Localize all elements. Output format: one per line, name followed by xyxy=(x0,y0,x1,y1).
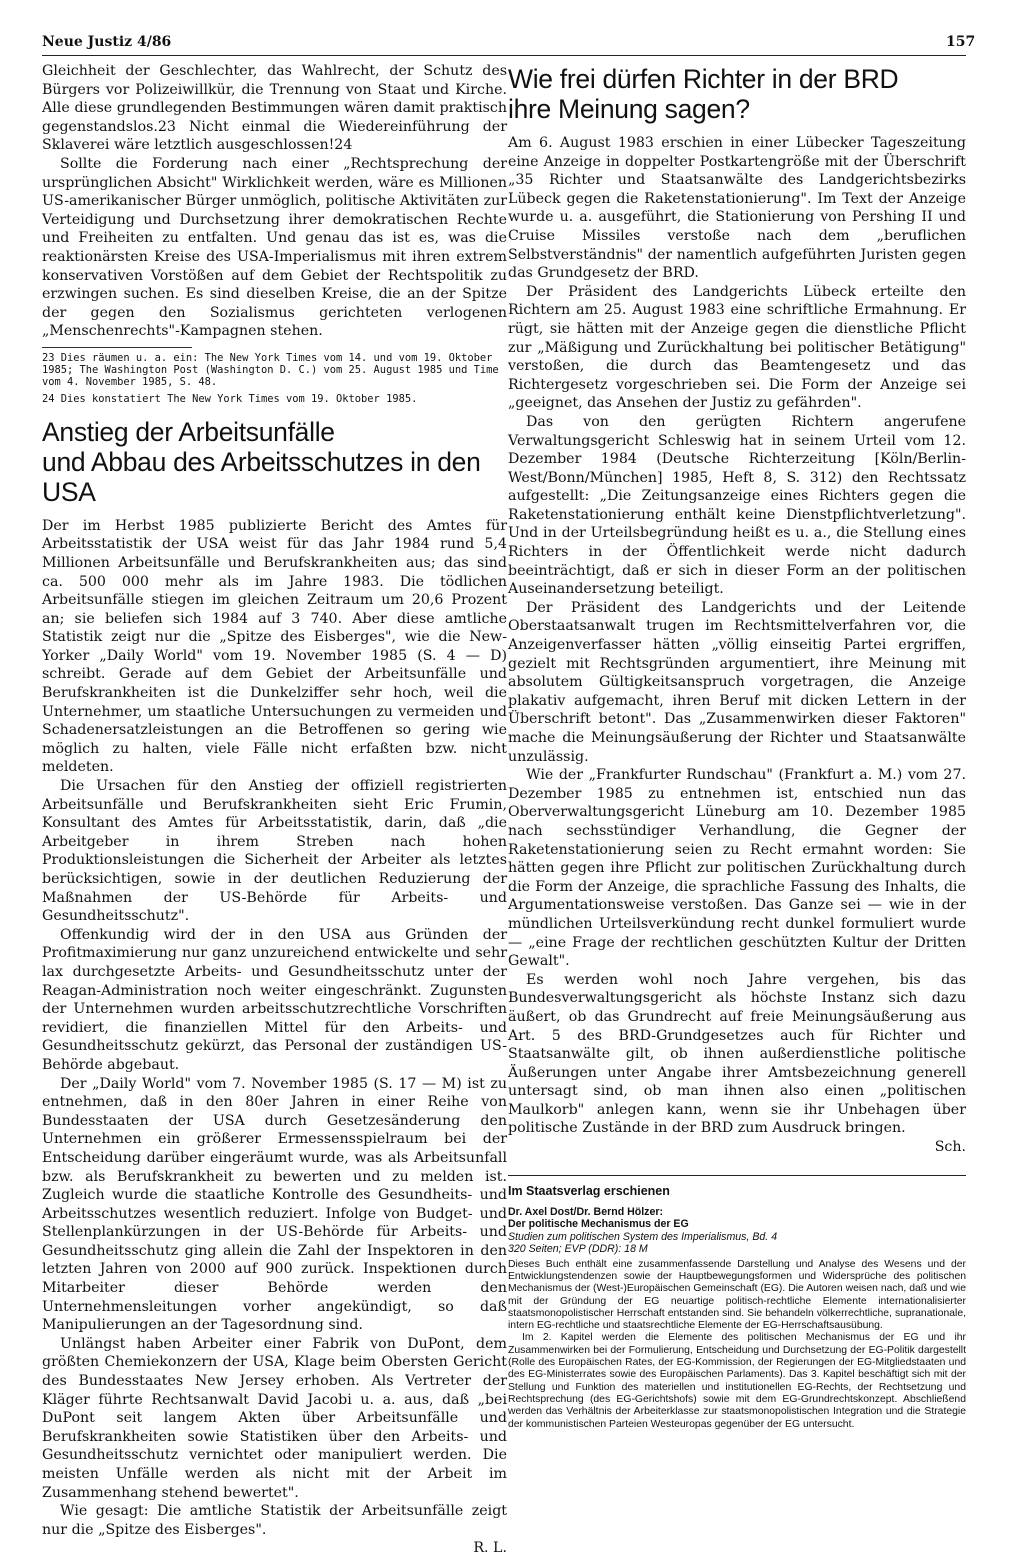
article-paragraph: Der „Daily World" vom 7. November 1985 (S. 17 — M) ist zu entnehmen, daß in den 80er Jahren in einer Reihe von Bundesstaaten der USA durch Gesetzesänderung den Unternehmen ein größerer Ermessensspielraum bei der Entscheidung darüber eingeräumt wurde, was als Arbeitsunfall bzw. als Berufskrankheit zu bewerten und zu melden ist. Zugleich wurde die staatliche Kontrolle des Gesundheits- und Arbeitsschutzes wesentlich reduziert. Infolge von Budget- und Stellenplankürzungen in der US-Behörde für Arbeits- und Gesundheitsschutz ging allein die Zahl der Inspektoren in den letzten Jahren von 2000 auf 900 zurück. Inspektionen durch Mitarbeiter dieser Behörde werden den Unternehmensleitungen vorher angekündigt, so daß Manipulierungen an der Tagesordnung sind. xyxy=(42,1075,507,1334)
article-paragraph: Die Ursachen für den Anstieg der offiziell registrierten Arbeitsunfälle und Berufskrankheiten sieht Eric Frumin, Konsultant des Amtes für Arbeitsstatistik, darin, daß „die Arbeitgeber in ihrem Streben nach hohen Produktionsleistungen die Sicherheit der Arbeiter als letztes berücksichtigen, sowie in der deutlichen Reduzierung der Maßnahmen der US-Behörde für Arbeits- und Gesundheitsschutz". xyxy=(42,778,507,925)
signature-row xyxy=(42,1539,507,1558)
article-paragraph: Offenkundig wird der in den USA aus Gründen der Profitmaximierung nur ganz unzureichend entwickelte und sehr lax durchgesetzte Arbeits- und Gesundheitsschutz unter der Reagan-Administration noch weiter eingeschränkt. Zugunsten der Unternehmen wurden arbeitsschutzrechtliche Vorschriften revidiert, die finanziellen Mittel für den Arbeits- und Gesundheitsschutz gekürzt, das Personal der zuständigen US-Behörde abgebaut. xyxy=(42,926,507,1073)
footnote: 23 Dies räumen u. a. ein: The New York Times vom 14. und vom 19. Oktober 1985; The Washington Post (Washington D. C.) vom 25. August 1985 und Time vom 4. November 1985, S. 48. xyxy=(42,351,499,389)
page-number: 157 xyxy=(946,34,976,50)
intro-paragraph: Gleichheit der Geschlechter, das Wahlrecht, der Schutz des Bürgers vor Polizeiwillkür, die Trennung von Staat und Kirche. Alle diese grundlegenden Bestimmungen wären damit praktisch gegenstandslos.23 Nicht einmal die Wiedereinführung der Sklaverei wäre letztlich ausgeschlossen!24 xyxy=(42,63,507,154)
signature-row xyxy=(508,1138,966,1157)
author-signature: Sch. xyxy=(934,1139,966,1156)
article-closing: Es werden wohl noch Jahre vergehen, bis das Bundesverwaltungsgericht als höchste Instanz sich dazu äußert, ob das Grundrecht auf freie Meinungsäußerung aus Art. 5 des BRD-Grundgesetzes auch für Richter und Staatsanwälte gilt, ob ihnen außerdienstliche politische Äußerungen unter Angabe ihrer Amtsbezeichnung generell untersagt sind, ob man ihnen also einen „politischen Maulkorb" anlegen kann, wenn sie ihr Unbehagen über politische Zustände in der BRD zum Ausdruck bringen. xyxy=(508,971,966,1137)
article-paragraph: Der Präsident des Landgerichts und der Leitende Oberstaatsanwalt trugen im Rechtsmittelverfahren vor, die Anzeigenverfasser hätten „völlig einseitig Partei ergriffen, gezielt mit Rechtsgründen argumentiert, ihre Meinung mit absolutem Gültigkeitsanspruch vorgetragen, die Anzeige plakativ aufgemacht, ihren Beruf mit dicken Lettern in der Überschrift betont". Das „Zusammenwirken dieser Faktoren" mache die Meinungsäußerung der Richter und Staatsanwälte unzulässig. xyxy=(508,599,966,765)
author-signature: R. L. xyxy=(473,1540,507,1557)
article-paragraph: Das von den gerügten Richtern angerufene Verwaltungsgericht Schleswig hat in seinem Urteil vom 12. Dezember 1984 (Deutsche Richterzeitung [Köln/Berlin-West/Bonn/München] 1985, Heft 8, S. 312) den Rechtssatz aufgestellt: „Die Zeitungsanzeige eines Richters gegen die Raketenstationierung enthält keine Dienstpflichtverletzung". Und in der Urteilsbegründung heißt es u. a., die Stellung eines Richters in der Öffentlichkeit werde nicht dadurch beeinträchtigt, daß er sich in dieser Form an der politischen Auseinandersetzung beteiligt. xyxy=(508,413,966,598)
article-paragraph: Am 6. August 1983 erschien in einer Lübecker Tageszeitung eine Anzeige in doppelter Postkartengröße mit der Überschrift „35 Richter und Staatsanwälte des Landgerichtsbezirks Lübeck gegen die Raketenstationierung". Im Text der Anzeige wurde u. a. ausgeführt, die Stationierung von Pershing II und Cruise Missiles verstoße nach dem „beruflichen Selbstverständnis" der namentlich aufgeführten Juristen gegen das Grundgesetz der BRD. xyxy=(508,135,966,282)
article-paragraph: Der im Herbst 1985 publizierte Bericht des Amtes für Arbeitsstatistik der USA weist für das Jahr 1984 rund 5,4 Millionen Arbeitsunfälle und Berufskrankheiten aus; das sind ca. 500 000 mehr als im Jahre 1983. Die tödlichen Arbeitsunfälle stiegen im gleichen Zeitraum um 20,6 Prozent an; sie beliefen sich 1984 auf 3 740. Aber diese amtliche Statistik zeigt nur die „Spitze des Eisberges", wie die New-Yorker „Daily World" vom 19. November 1985 (S. 4 — D) schreibt. Gerade auf dem Gebiet der Arbeitsunfälle und Berufskrankheiten ist die Dunkelziffer sehr hoch, weil die Unternehmer, um staatliche Untersuchungen zu vermeiden und Schadenersatzleistungen an die Betroffenen so gering wie möglich zu halten, viele Fälle nicht erfaßten bzw. nicht meldeten. xyxy=(42,517,507,776)
article-title-line: ihre Meinung sagen? xyxy=(508,94,750,124)
article-title-judges xyxy=(508,64,966,124)
footnote: 24 Dies konstatiert The New York Times vom 19. Oktober 1985. xyxy=(42,392,418,405)
article-title-workplace-safety xyxy=(42,417,507,507)
article-paragraph: Unlängst haben Arbeiter einer Fabrik von DuPont, dem größten Chemiekonzern der USA, Klage beim Obersten Gericht des Bundesstaates New Jersey erhoben. Als Vertreter der Kläger führte Rechtsanwalt David Jacobi u. a. aus, daß „bei DuPont seit langem Akten über Arbeitsunfälle und Berufskrankheiten sowie Statistiken über den Arbeits- und Gesundheitsschutz vernichtet oder manipuliert werden. Die meisten Unfälle werden als nicht mit der Arbeit im Zusammenhang stehend bewertet". xyxy=(42,1335,507,1501)
header-rule xyxy=(42,55,966,56)
publication-description: Dieses Buch enthält eine zusammenfassende Darstellung und Analyse des Wesens und der Entwicklungstendenzen sowie der Hauptbewegungsformen und Widersprüche des politischen Mechanismus der (West-)Europäischen Gemeinschaft (EG). Die Autoren weisen nach, daß und wie mit der Gründung der EG neuartige politisch-rechtliche Elemente internationalisierter staatsmonopolistischer Herrschaft entstanden sind. Sie behandeln völkerrechtliche, supranationale, intern EG-rechtliche und staatsrechtliche Elemente der EG-Herrschaftsausübung. xyxy=(508,1258,966,1332)
publication-authors: Dr. Axel Dost/Dr. Bernd Hölzer: xyxy=(508,1205,664,1218)
publication-series-line: Studien zum politischen System des Imperialismus, Bd. 4 xyxy=(508,1230,778,1243)
journal-name: Neue Justiz 4/86 xyxy=(42,34,172,50)
intro-paragraph: Sollte die Forderung nach einer „Rechtsprechung der ursprünglichen Absicht" Wirklichkeit werden, wäre es Millionen US-amerikanischer Bürger unmöglich, politische Aktivitäten zur Verteidigung und Durchsetzung ihrer demokratischen Rechte und Freiheiten zu entfalten. Und genau das ist es, was die reaktionärsten Kreise des USA-Imperialismus mit ihren extrem konservativen Vorstößen auf dem Gebiet der Rechtspolitik zu erzwingen suchen. Es sind dieselben Kreise, die an der Spitze der gegen den Sozialismus gerichteten verlogenen „Menschenrechts"-Kampagnen stehen. xyxy=(42,155,507,340)
article-title-line: Anstieg der Arbeitsunfälle xyxy=(42,416,335,447)
article-paragraph: Der Präsident des Landgerichts Lübeck erteilte den Richtern am 25. August 1983 eine schriftliche Ermahnung. Er rügt, sie hätten mit der Anzeige gegen die dienstliche Pflicht zur „Mäßigung und Zurückhaltung bei politischer Betätigung" verstoßen, die durch das Beamtengesetz und das Richtergesetz vorgeschrieben sei. Die Form der Anzeige sei „geeignet, das Ansehen der Justiz zu gefährden". xyxy=(508,283,966,412)
article-title-line: und Abbau des Arbeitsschutzes in den USA xyxy=(42,446,481,507)
publication-description: Im 2. Kapitel werden die Elemente des politischen Mechanismus der EG und ihr Zusammenwirken bei der Formulierung, Entscheidung und Durchsetzung der EG-Politik dargestellt (Rolle des Europäischen Rates, der EG-Kommission, der Regierungen der EG-Mitgliedstaaten und des EG-Ministerrates sowie des Europäischen Parlaments). Das 3. Kapitel beschäftigt sich mit der Stellung und Funktion des materiellen und institutionellen EG-Rechts, der Rechtsetzung und Rechtsprechung (des EG-Gerichtshofs) sowie mit dem EG-Grundrechtskonzept. Abschließend werden das Verhältnis der Arbeiterklasse zur staatsmonopolistischen Integration und die Strategie der kommunistischen Parteien Westeuropas gegenüber der EG untersucht. xyxy=(508,1332,966,1430)
publication-series xyxy=(508,1231,966,1256)
publication-book-title: Der politische Mechanismus der EG xyxy=(508,1218,689,1231)
publication-rule xyxy=(508,1175,966,1176)
right-column xyxy=(508,62,966,1431)
article-title-line: Wie frei dürfen Richter in der BRD xyxy=(508,64,899,94)
left-column xyxy=(42,62,507,1558)
footnote-rule xyxy=(42,347,192,348)
publication-heading: Im Staatsverlag erschienen xyxy=(508,1183,670,1198)
article-closing: Wie gesagt: Die amtliche Statistik der Arbeitsunfälle zeigt nur die „Spitze des Eisberges". xyxy=(42,1503,507,1538)
publication-series-line: 320 Seiten; EVP (DDR): 18 M xyxy=(508,1243,648,1256)
article-paragraph: Wie der „Frankfurter Rundschau" (Frankfurt a. M.) vom 27. Dezember 1985 zu entnehmen ist, entschied nun das Oberverwaltungsgericht Lüneburg am 10. Dezember 1985 nach sechsstündiger Verhandlung, die Gegner der Raketenstationierung seien zu Recht ermahnt worden: Sie hätten gegen ihre Pflicht zur politischen Zurückhaltung durch die Form der Anzeige, die sprachliche Fassung des Inhalts, die Argumentationsweise verstoßen. Das Ganze sei — wie in der mündlichen Urteilsverkündung recht dunkel formuliert wurde — „eine Frage der rechtlichen geschützten Kultur der Dritten Gewalt". xyxy=(508,767,966,970)
